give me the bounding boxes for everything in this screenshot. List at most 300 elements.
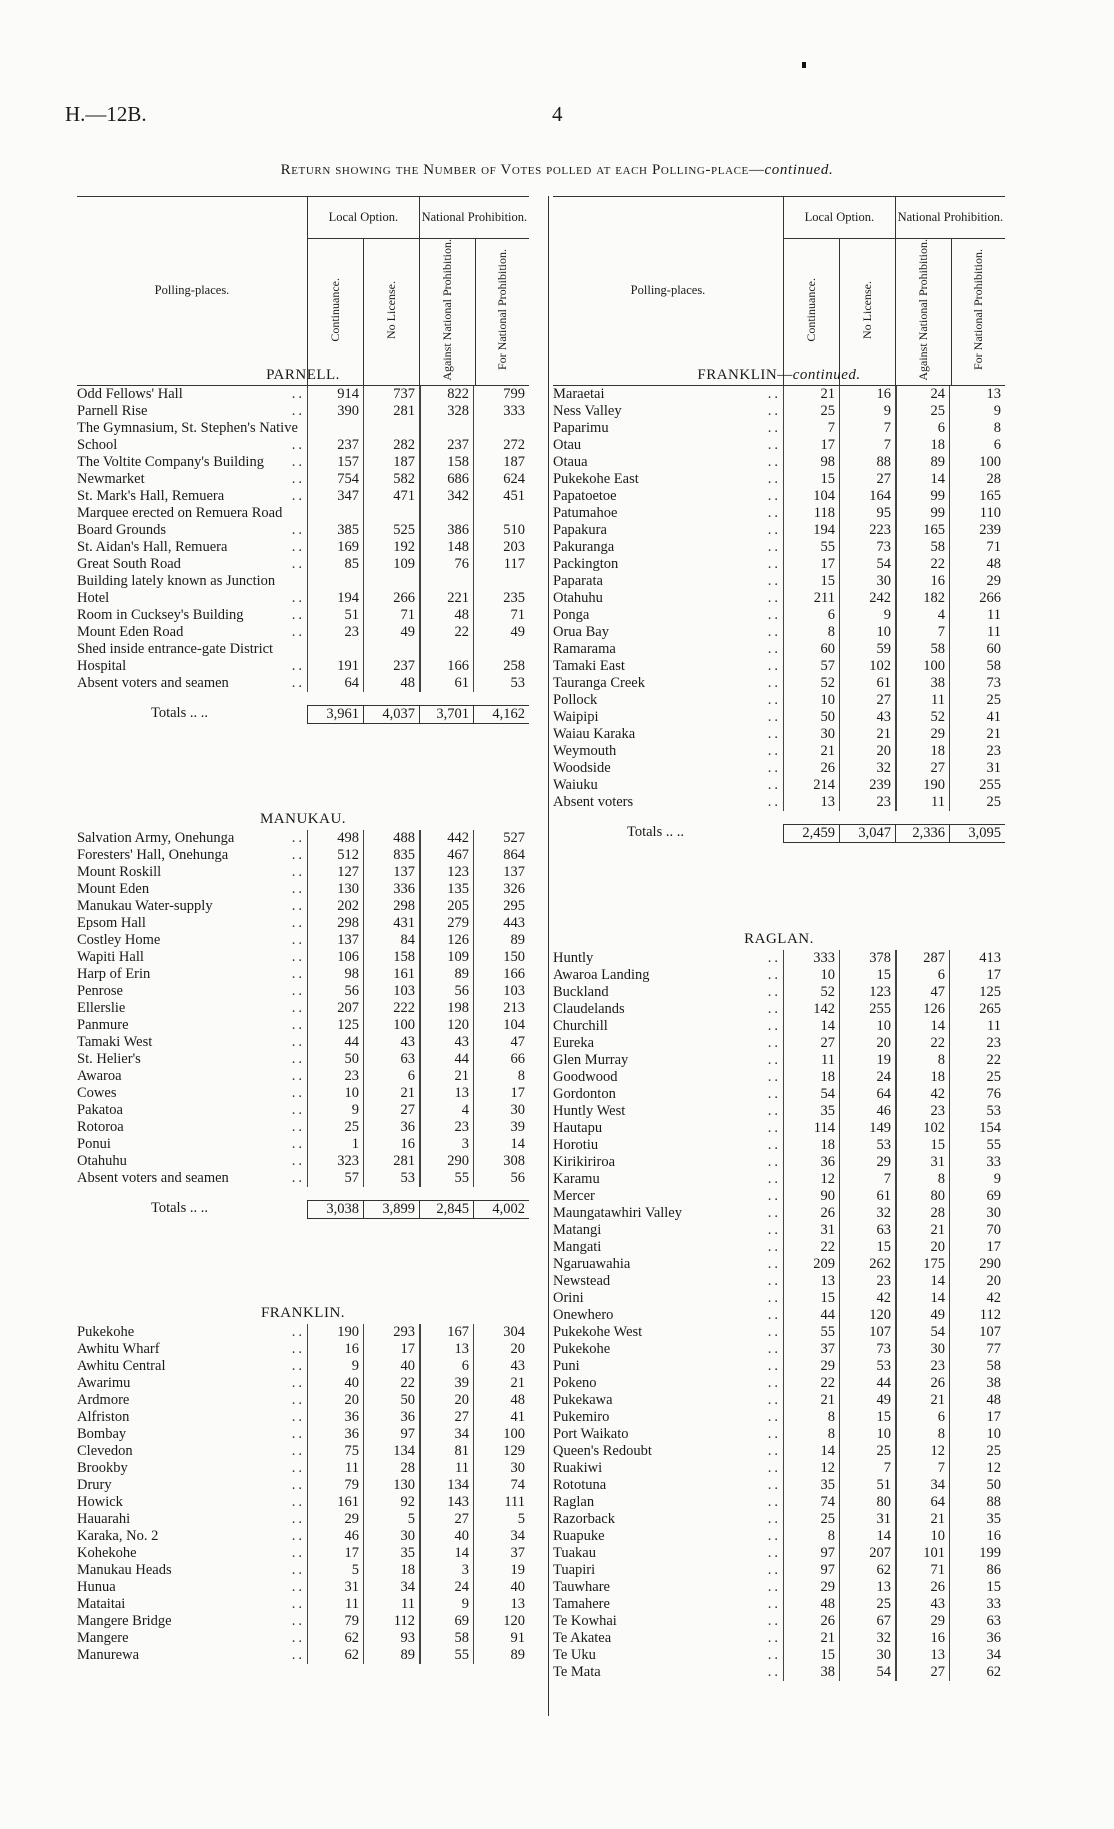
polling-place-label: Room in Cucksey's Building	[77, 607, 244, 623]
against-value: 39	[454, 1375, 469, 1391]
table-row	[553, 1460, 1005, 1477]
for-value: 799	[503, 386, 525, 402]
against-value: 442	[447, 830, 469, 846]
table-row	[553, 488, 1005, 505]
no-license-value: 23	[876, 794, 891, 810]
continuance-value: 190	[337, 1324, 359, 1340]
local-option-heading: Local Option.	[784, 197, 896, 239]
table-row	[77, 1511, 529, 1528]
polling-place-name	[77, 1511, 307, 1528]
for-value: 326	[503, 881, 525, 897]
against-value: 20	[454, 1392, 469, 1408]
continuance-value: 62	[344, 1630, 359, 1646]
against-value: 22	[454, 624, 469, 640]
against-value: 26	[930, 1579, 945, 1595]
polling-place-label: Pakuranga	[553, 539, 615, 555]
continuance-value: 15	[820, 1290, 835, 1306]
polling-place-label: Hautapu	[553, 1120, 603, 1136]
left-column-header	[77, 196, 529, 386]
continuance-value: 25	[344, 1119, 359, 1135]
against-value: 28	[930, 1205, 945, 1221]
continuance-value: 333	[813, 950, 835, 966]
polling-place-label: Kirikiriroa	[553, 1154, 616, 1170]
against-value: 55	[454, 1170, 469, 1186]
continuance-value: 14	[820, 1018, 835, 1034]
polling-place-label: Paparata	[553, 573, 603, 589]
column-rule	[783, 950, 784, 1681]
for-value: 272	[503, 437, 525, 453]
against-value: 22	[930, 556, 945, 572]
for-value: 16	[986, 1528, 1001, 1544]
polling-place-label: Kohekohe	[77, 1545, 137, 1561]
no-license-value: 30	[876, 1647, 891, 1663]
no-license-value: 281	[393, 403, 415, 419]
leader-dots: ..	[767, 590, 781, 606]
for-value: 33	[986, 1154, 1001, 1170]
continuance-value: 97	[820, 1562, 835, 1578]
for-value: 110	[979, 505, 1001, 521]
no-license-value: 61	[876, 1188, 891, 1204]
section-title: FRANKLIN—continued.	[697, 367, 861, 383]
table-row	[553, 1409, 1005, 1426]
section-rows	[553, 386, 1005, 811]
table-row	[77, 1375, 529, 1392]
polling-place-name	[553, 1052, 783, 1069]
polling-place-name	[77, 983, 307, 1000]
section-rows	[77, 1324, 529, 1664]
page-number: 4	[552, 102, 563, 126]
leader-dots: ..	[291, 403, 305, 419]
polling-place-label: Ellerslie	[77, 1000, 126, 1016]
polling-place-label: Absent voters and seamen	[77, 675, 229, 691]
for-value: 9	[993, 1171, 1001, 1187]
for-value: 12	[986, 1460, 1001, 1476]
continuance-value: 914	[337, 386, 359, 402]
total-no-license: 4,037	[363, 705, 419, 724]
polling-place-label: Wapiti Hall	[77, 949, 144, 965]
polling-place-label: Glen Murray	[553, 1052, 629, 1068]
against-value: 120	[447, 1017, 469, 1033]
table-row	[77, 556, 529, 573]
continuance-value: 75	[344, 1443, 359, 1459]
for-value: 48	[510, 1392, 525, 1408]
continuance-value: 21	[820, 1630, 835, 1646]
no-license-value: 80	[876, 1494, 891, 1510]
leader-dots: ..	[767, 1443, 781, 1459]
against-value: 20	[930, 1239, 945, 1255]
polling-place-name	[77, 1324, 307, 1341]
polling-place-label: Pukemiro	[553, 1409, 610, 1425]
table-row	[77, 539, 529, 556]
polling-place-label: Orini	[553, 1290, 584, 1306]
total-for: 4,002	[473, 1200, 529, 1219]
for-value: 19	[510, 1562, 525, 1578]
leader-dots: ..	[291, 915, 305, 931]
for-value: 76	[986, 1086, 1001, 1102]
polling-place-name	[553, 505, 783, 522]
for-value: 166	[503, 966, 525, 982]
table-row	[553, 420, 1005, 437]
polling-place-label: Harp of Erin	[77, 966, 151, 982]
no-license-value: 737	[393, 386, 415, 402]
polling-place-name	[553, 641, 783, 658]
leader-dots: ..	[291, 1341, 305, 1357]
polling-place-name	[77, 864, 307, 881]
total-continuance: 3,038	[307, 1200, 363, 1219]
column-rule	[363, 830, 364, 1187]
table-row	[77, 1562, 529, 1579]
for-value: 165	[979, 488, 1001, 504]
polling-place-name	[77, 556, 307, 573]
for-value: 104	[503, 1017, 525, 1033]
polling-place-label: Bombay	[77, 1426, 127, 1442]
for-value: 23	[986, 1035, 1001, 1051]
continuance-value: 390	[337, 403, 359, 419]
for-value: 413	[979, 950, 1001, 966]
for-value: 100	[503, 1426, 525, 1442]
polling-place-label: Papakura	[553, 522, 607, 538]
continuance-value: 29	[820, 1579, 835, 1595]
against-value: 143	[447, 1494, 469, 1510]
table-row	[77, 454, 529, 471]
polling-place-name	[77, 1443, 307, 1460]
total-continuance: 3,961	[307, 705, 363, 724]
no-license-value: 7	[883, 437, 891, 453]
polling-place-label: St. Mark's Hall, Remuera	[77, 488, 225, 504]
continuance-value: 8	[827, 1528, 835, 1544]
for-value: 20	[986, 1273, 1001, 1289]
subtitle-continued: continued.	[764, 162, 834, 178]
continuance-value: 104	[813, 488, 835, 504]
against-value: 328	[447, 403, 469, 419]
polling-place-label: Horotiu	[553, 1137, 599, 1153]
polling-place-label: Claudelands	[553, 1001, 625, 1017]
against-value: 49	[930, 1307, 945, 1323]
no-license-value: 97	[400, 1426, 415, 1442]
table-row	[553, 1511, 1005, 1528]
leader-dots: ..	[767, 760, 781, 776]
leader-dots: ..	[291, 966, 305, 982]
table-row	[77, 641, 529, 675]
no-license-value: 21	[876, 726, 891, 742]
table-row	[553, 1545, 1005, 1562]
polling-place-label: Mount Eden	[77, 881, 150, 897]
no-license-value: 130	[393, 1477, 415, 1493]
polling-place-label: Woodside	[553, 760, 611, 776]
no-license-value: 161	[393, 966, 415, 982]
polling-place-name	[553, 1545, 783, 1562]
polling-place-name	[77, 1375, 307, 1392]
polling-place-label: Packington	[553, 556, 619, 572]
against-value: 30	[930, 1341, 945, 1357]
against-value: 126	[923, 1001, 945, 1017]
for-value: 17	[986, 967, 1001, 983]
against-value: 6	[461, 1358, 469, 1374]
no-license-value: 36	[400, 1119, 415, 1135]
continuance-value: 46	[344, 1528, 359, 1544]
table-row	[553, 505, 1005, 522]
polling-place-name	[77, 881, 307, 898]
continuance-value: 498	[337, 830, 359, 846]
continuance-value: 36	[344, 1426, 359, 1442]
for-value: 8	[993, 420, 1001, 436]
for-value: 69	[986, 1188, 1001, 1204]
continuance-value: 30	[820, 726, 835, 742]
leader-dots: ..	[291, 1443, 305, 1459]
for-value: 129	[503, 1443, 525, 1459]
against-value: 43	[930, 1596, 945, 1612]
for-value: 50	[986, 1477, 1001, 1493]
for-value: 37	[510, 1545, 525, 1561]
leader-dots: ..	[291, 1409, 305, 1425]
against-value: 4	[461, 1102, 469, 1118]
totals-row	[77, 1197, 529, 1219]
no-license-value: 62	[876, 1562, 891, 1578]
polling-place-label: Mount Roskill	[77, 864, 162, 880]
leader-dots: ..	[767, 950, 781, 966]
continuance-value: 157	[337, 454, 359, 470]
continuance-value: 98	[820, 454, 835, 470]
leader-dots: ..	[767, 454, 781, 470]
leader-dots: ..	[291, 1324, 305, 1340]
leader-dots: ..	[767, 1307, 781, 1323]
polling-place-label: Mangere Bridge	[77, 1613, 172, 1629]
continuance-value: 44	[344, 1034, 359, 1050]
against-value: 22	[930, 1035, 945, 1051]
column-rule	[783, 386, 784, 811]
total-no-license: 3,047	[839, 824, 895, 843]
polling-place-name	[77, 1392, 307, 1409]
against-value: 4	[937, 607, 945, 623]
polling-place-name	[553, 1613, 783, 1630]
no-license-value: 237	[393, 658, 415, 674]
table-row	[77, 1392, 529, 1409]
for-value: 120	[503, 1613, 525, 1629]
polling-place-name	[553, 1579, 783, 1596]
against-value: 148	[447, 539, 469, 555]
table-row	[77, 420, 529, 454]
column-rule	[307, 1324, 308, 1664]
polling-place-label: Costley Home	[77, 932, 161, 948]
no-license-value: 242	[869, 590, 891, 606]
polling-place-name	[77, 1409, 307, 1426]
polling-place-name	[553, 1358, 783, 1375]
polling-place-name	[553, 454, 783, 471]
no-license-value: 207	[869, 1545, 891, 1561]
polling-place-label: Howick	[77, 1494, 123, 1510]
leader-dots: ..	[291, 607, 305, 623]
against-value: 12	[930, 1443, 945, 1459]
polling-place-name	[553, 522, 783, 539]
no-license-value: 378	[869, 950, 891, 966]
table-row	[553, 403, 1005, 420]
polling-place-label: Brookby	[77, 1460, 128, 1476]
continuance-value: 237	[337, 437, 359, 453]
polling-place-name	[553, 1341, 783, 1358]
for-value: 21	[986, 726, 1001, 742]
leader-dots: ..	[767, 573, 781, 589]
table-row	[77, 573, 529, 607]
no-license-value: 123	[869, 984, 891, 1000]
table-row	[77, 1085, 529, 1102]
table-row	[77, 966, 529, 983]
leader-dots: ..	[767, 794, 781, 810]
leader-dots: ..	[291, 881, 305, 897]
continuance-value: 754	[337, 471, 359, 487]
polling-place-name	[553, 1664, 783, 1681]
against-value: 165	[923, 522, 945, 538]
polling-place-label: Karamu	[553, 1171, 600, 1187]
against-value: 34	[454, 1426, 469, 1442]
table-row	[553, 709, 1005, 726]
leader-dots: ..	[767, 505, 781, 521]
continuance-value: 57	[820, 658, 835, 674]
no-license-value: 67	[876, 1613, 891, 1629]
for-value: 255	[979, 777, 1001, 793]
table-row	[77, 864, 529, 881]
against-value: 109	[447, 949, 469, 965]
no-license-value: 13	[876, 1579, 891, 1595]
section-rows	[553, 950, 1005, 1681]
for-value: 10	[986, 1426, 1001, 1442]
column-rule	[949, 386, 950, 811]
no-license-value: 488	[393, 830, 415, 846]
no-license-value: 109	[393, 556, 415, 572]
against-value: 27	[454, 1511, 469, 1527]
for-value: 137	[503, 864, 525, 880]
for-value: 56	[510, 1170, 525, 1186]
against-value: 13	[454, 1085, 469, 1101]
leader-dots: ..	[767, 1613, 781, 1629]
continuance-value: 21	[820, 1392, 835, 1408]
against-value: 290	[447, 1153, 469, 1169]
no-license-value: 14	[876, 1528, 891, 1544]
against-value: 167	[447, 1324, 469, 1340]
against-value: 287	[923, 950, 945, 966]
against-value: 71	[930, 1562, 945, 1578]
column-rule	[473, 1324, 474, 1664]
polling-place-name	[553, 1120, 783, 1137]
table-row	[77, 1596, 529, 1613]
against-value: 9	[461, 1596, 469, 1612]
no-license-value: 49	[400, 624, 415, 640]
table-row	[553, 1239, 1005, 1256]
table-row	[553, 777, 1005, 794]
polling-place-label: Awarimu	[77, 1375, 131, 1391]
against-value: 135	[447, 881, 469, 897]
leader-dots: ..	[767, 1052, 781, 1068]
no-license-value: 35	[400, 1545, 415, 1561]
polling-place-name	[553, 1171, 783, 1188]
leader-dots: ..	[291, 1375, 305, 1391]
no-license-value: 192	[393, 539, 415, 555]
continuance-value: 5	[351, 1562, 359, 1578]
against-value: 89	[930, 454, 945, 470]
leader-dots: ..	[291, 437, 305, 453]
table-row	[553, 1273, 1005, 1290]
table-row	[553, 675, 1005, 692]
polling-place-name	[553, 488, 783, 505]
no-license-value: 25	[876, 1596, 891, 1612]
polling-place-name	[77, 1545, 307, 1562]
for-value: 77	[986, 1341, 1001, 1357]
polling-place-label: Hunua	[77, 1579, 116, 1595]
no-license-value: 36	[400, 1409, 415, 1425]
table-row	[553, 1086, 1005, 1103]
for-value: 30	[986, 1205, 1001, 1221]
for-value: 14	[510, 1136, 525, 1152]
continuance-value: 142	[813, 1001, 835, 1017]
no-license-value: 15	[876, 1409, 891, 1425]
total-against: 2,336	[895, 824, 949, 843]
polling-place-name	[77, 1170, 307, 1187]
leader-dots: ..	[767, 675, 781, 691]
leader-dots: ..	[767, 1103, 781, 1119]
totals-label: Totals .. ..	[151, 705, 208, 721]
continuance-value: 10	[820, 692, 835, 708]
continuance-value: 169	[337, 539, 359, 555]
polling-place-label: Buckland	[553, 984, 609, 1000]
table-row	[553, 1392, 1005, 1409]
section-raglan	[553, 928, 1005, 1681]
continuance-value: 35	[820, 1103, 835, 1119]
column-rule	[307, 830, 308, 1187]
polling-place-name	[553, 1477, 783, 1494]
leader-dots: ..	[291, 1136, 305, 1152]
continuance-value: 347	[337, 488, 359, 504]
polling-place-name	[553, 1018, 783, 1035]
table-row	[553, 1324, 1005, 1341]
table-row	[553, 1596, 1005, 1613]
polling-place-label: Newmarket	[77, 471, 145, 487]
polling-place-name	[77, 471, 307, 488]
leader-dots: ..	[767, 1341, 781, 1357]
no-license-value: 95	[876, 505, 891, 521]
table-row	[553, 522, 1005, 539]
polling-place-label: Ponui	[77, 1136, 111, 1152]
table-row	[77, 983, 529, 1000]
for-value: 66	[510, 1051, 525, 1067]
continuance-value: 85	[344, 556, 359, 572]
no-license-value: 255	[869, 1001, 891, 1017]
column-rule	[363, 1324, 364, 1664]
continuance-value: 11	[345, 1460, 359, 1476]
for-value: 290	[979, 1256, 1001, 1272]
no-license-value: 835	[393, 847, 415, 863]
leader-dots: ..	[767, 522, 781, 538]
polling-place-name	[553, 1494, 783, 1511]
against-value: 386	[447, 522, 469, 538]
table-row	[553, 1154, 1005, 1171]
leader-dots: ..	[767, 1630, 781, 1646]
no-license-value: 73	[876, 1341, 891, 1357]
section-franklin	[77, 1302, 529, 1664]
leader-dots: ..	[291, 1426, 305, 1442]
polling-place-label: Mercer	[553, 1188, 595, 1204]
leader-dots: ..	[767, 1409, 781, 1425]
table-row	[553, 1188, 1005, 1205]
polling-place-label: Otaua	[553, 454, 588, 470]
no-license-value: 134	[393, 1443, 415, 1459]
no-license-value: 100	[393, 1017, 415, 1033]
totals-row	[77, 702, 529, 724]
for-value: 89	[510, 932, 525, 948]
polling-place-name	[553, 1562, 783, 1579]
polling-place-label: Pukekohe	[77, 1324, 135, 1340]
against-value: 44	[454, 1051, 469, 1067]
against-value: 31	[930, 1154, 945, 1170]
against-value: 6	[937, 420, 945, 436]
